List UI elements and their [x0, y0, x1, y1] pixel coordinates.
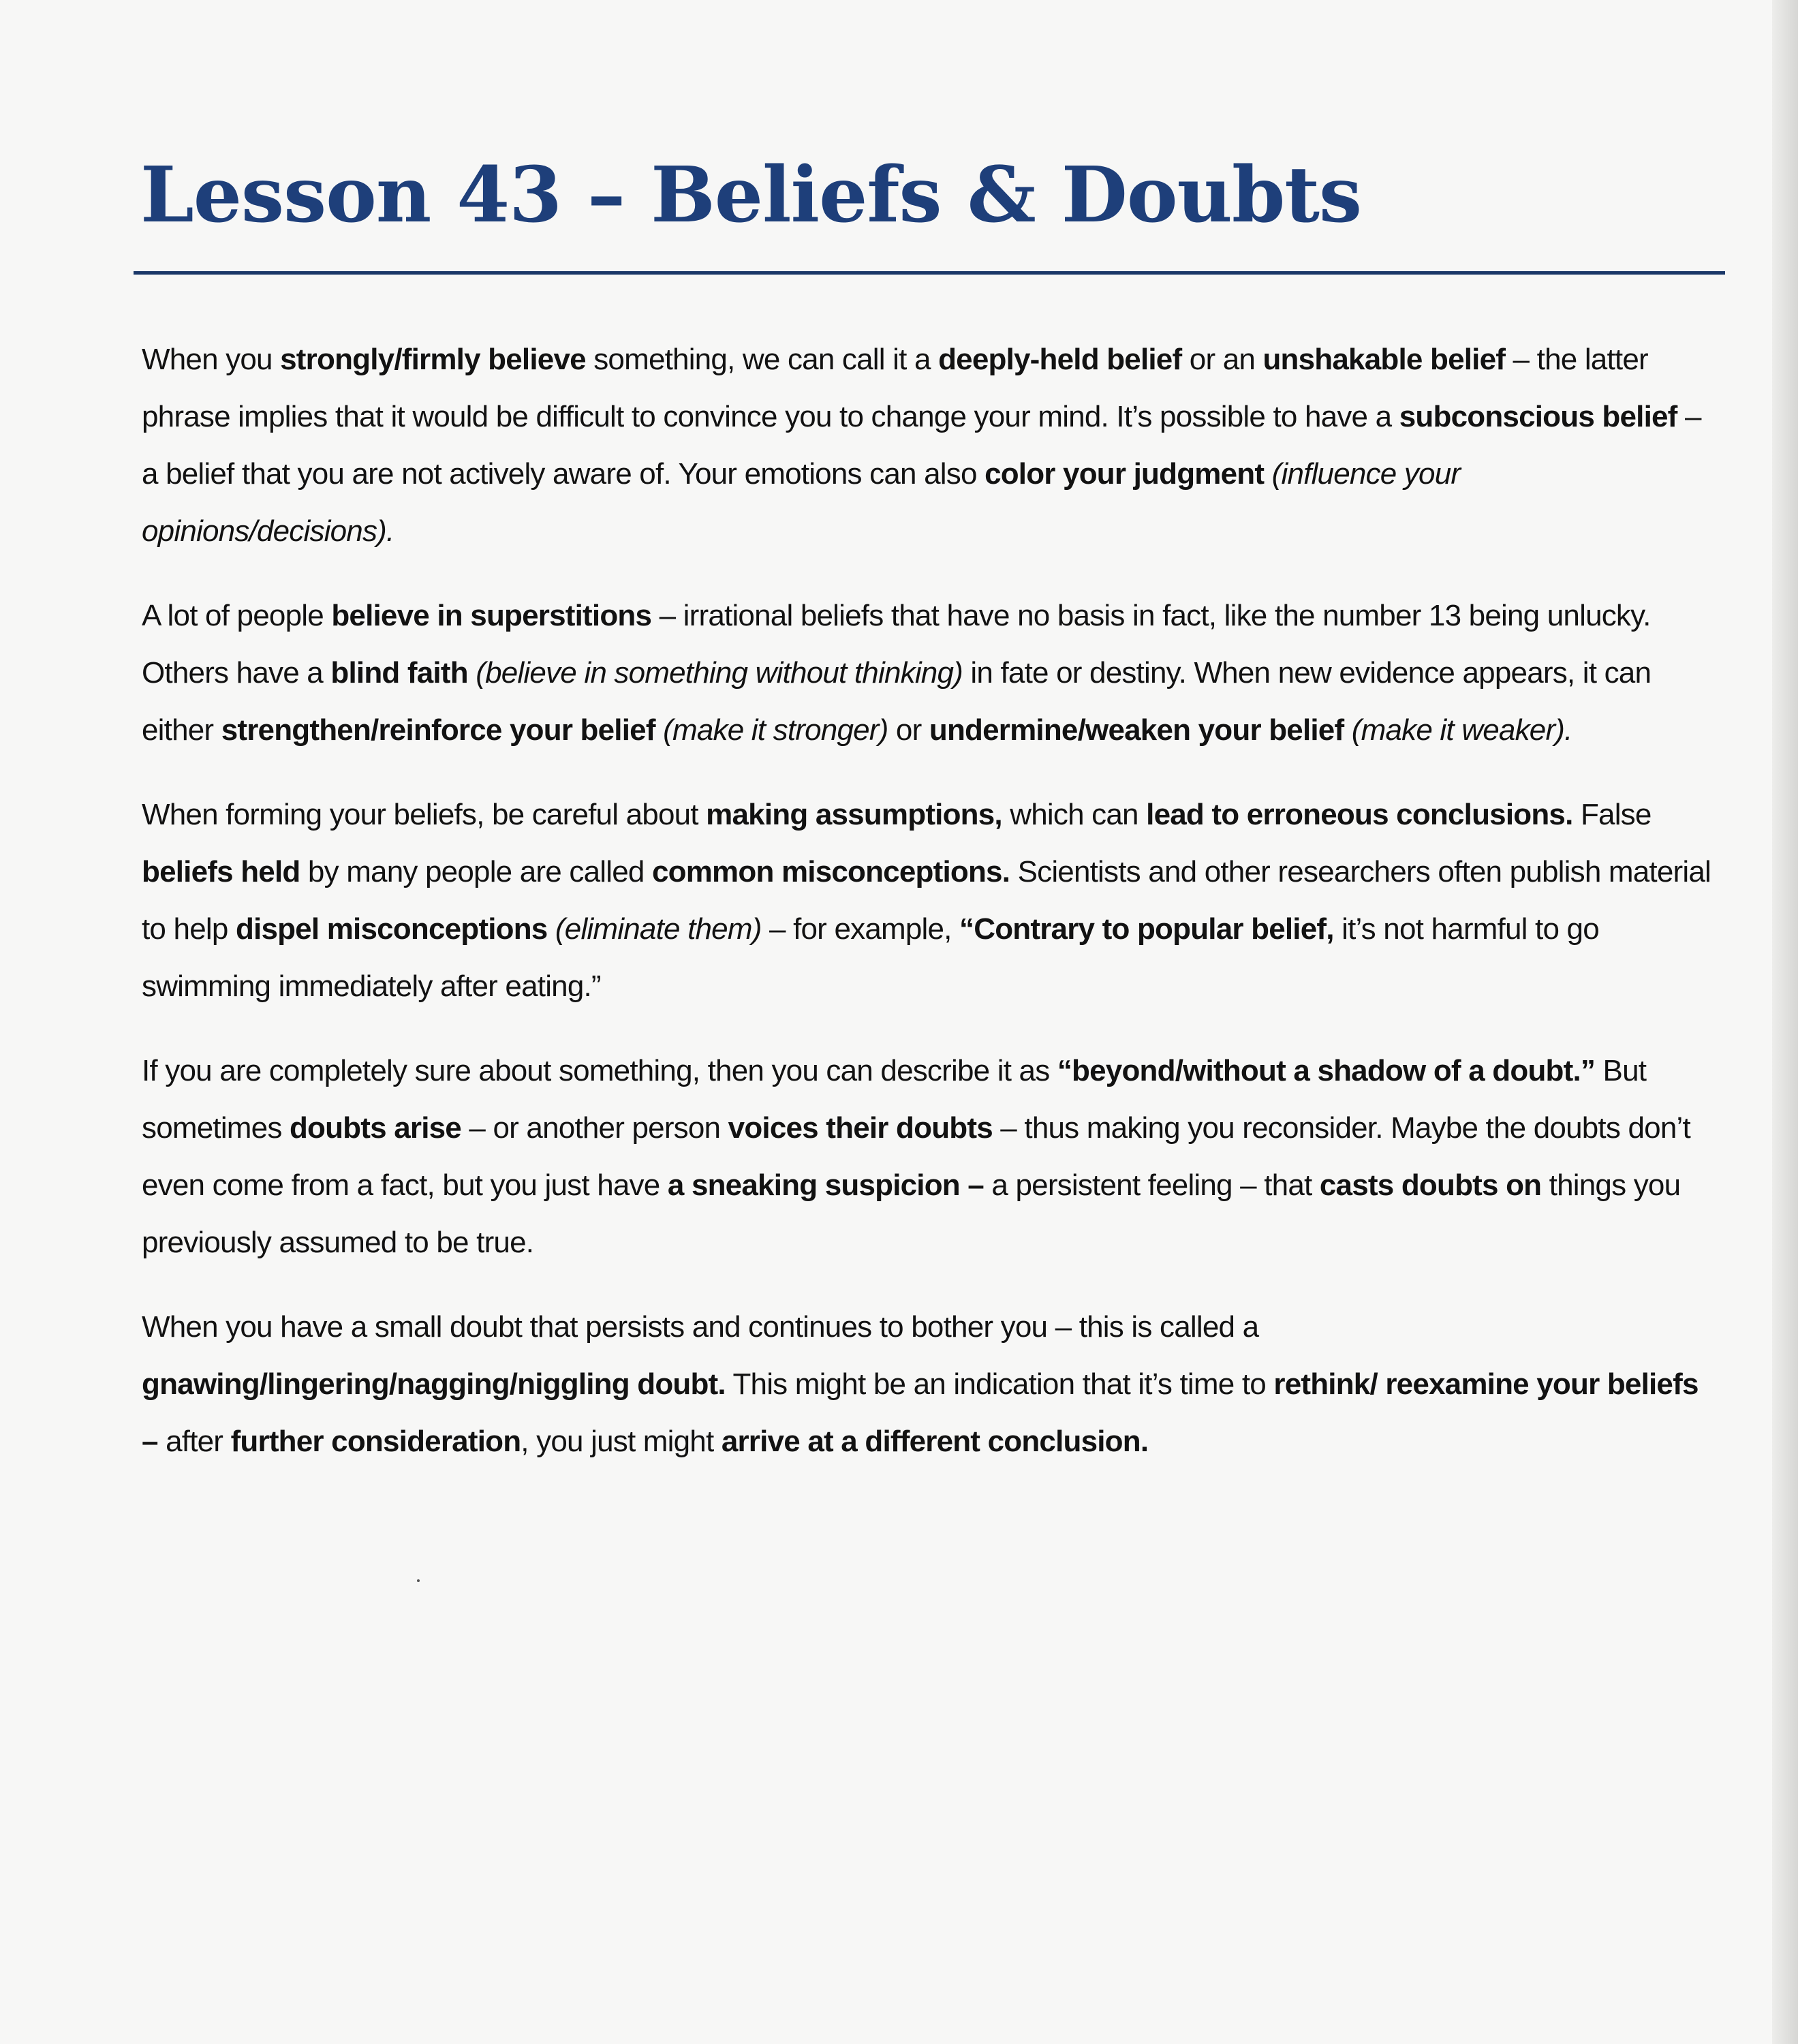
text-run: A lot of people [142, 599, 332, 632]
text-run [468, 656, 476, 690]
text-run: in fate or destiny. When new evidence appears, it can either [142, 656, 1652, 747]
text-run [547, 912, 555, 946]
italic-gloss: (believe in something without thinking) [476, 656, 963, 690]
text-run: – or another person [461, 1111, 728, 1145]
bold-phrase: believe in superstitions [331, 599, 652, 632]
bold-phrase: further consideration [230, 1425, 521, 1458]
bold-phrase: gnawing/lingering/nagging/niggling doubt. [142, 1367, 726, 1401]
bold-phrase: undermine/weaken your belief [929, 713, 1344, 747]
text-run: When forming your beliefs, be careful about [142, 798, 707, 831]
text-run: – a belief that you are not actively aware of. Your emotions can also [142, 400, 1701, 491]
text-run [1344, 713, 1351, 747]
bold-phrase: voices their doubts [728, 1111, 993, 1145]
italic-gloss: (influence your opinions/decisions). [142, 457, 1461, 548]
bold-phrase: deeply-held belief [938, 343, 1182, 376]
bold-phrase: strengthen/reinforce your belief [221, 713, 655, 747]
lesson-title: Lesson 43 – Beliefs & Doubts [140, 151, 1362, 240]
title-underline [134, 271, 1725, 275]
bold-phrase: “beyond/without a shadow of a doubt.” [1057, 1054, 1596, 1087]
italic-gloss: (make it stronger) [663, 713, 888, 747]
text-run: or [888, 713, 929, 747]
bold-phrase: a sneaking suspicion – [667, 1168, 984, 1202]
text-run: – for example, [761, 912, 960, 946]
paragraph-nagging-doubt [142, 1299, 1717, 1470]
bold-phrase: making assumptions, [706, 798, 1002, 831]
text-run [655, 713, 663, 747]
text-run: When you have a small doubt that persists and continues to bother you – this is called a [142, 1310, 1259, 1344]
text-run: after [157, 1425, 231, 1458]
bold-phrase: “Contrary to popular belief, [959, 912, 1334, 946]
bold-phrase: strongly/firmly believe [280, 343, 586, 376]
speck [417, 1579, 420, 1582]
bold-phrase: dispel misconceptions [235, 912, 548, 946]
text-run: When you [142, 343, 281, 376]
text-run: things you previously assumed to be true. [142, 1168, 1681, 1259]
text-run: by many people are called [300, 855, 652, 888]
text-run: it’s not harmful to go swimming immediately after eating.” [142, 912, 1599, 1003]
italic-gloss: (eliminate them) [555, 912, 762, 946]
bold-phrase: color your judgment [985, 457, 1265, 491]
bold-phrase: lead to erroneous conclusions. [1146, 798, 1573, 831]
paragraph-beliefs [142, 331, 1717, 560]
bold-phrase: blind faith [330, 656, 468, 690]
text-run: or an [1181, 343, 1263, 376]
text-run: Scientists and other researchers often publish material to help [142, 855, 1711, 946]
paragraph-assumptions [142, 786, 1717, 1015]
text-run: something, we can call it a [585, 343, 939, 376]
text-run: – thus making you reconsider. Maybe the doubts don’t even come from a fact, but you just have [142, 1111, 1690, 1202]
bold-phrase: common misconceptions. [651, 855, 1010, 888]
bold-phrase: unshakable belief [1262, 343, 1506, 376]
paragraph-superstitions [142, 587, 1717, 759]
text-run: – the latter phrase implies that it would be difficult to convince you to change your mind. It’s possible to have a [142, 343, 1648, 433]
text-run: This might be an indication that it’s time to [725, 1367, 1274, 1401]
paragraph-doubts [142, 1042, 1717, 1271]
text-run: – irrational beliefs that have no basis in fact, like the number 13 being unlucky. Others have a [142, 599, 1651, 690]
text-run: a persistent feeling – that [983, 1168, 1320, 1202]
italic-gloss: (make it weaker). [1351, 713, 1572, 747]
text-run: If you are completely sure about something, then you can describe it as [142, 1054, 1057, 1087]
text-run [1264, 457, 1271, 491]
bold-phrase: beliefs held [142, 855, 300, 888]
bold-phrase: subconscious belief [1399, 400, 1677, 433]
bold-phrase: doubts arise [289, 1111, 461, 1145]
text-run: False [1572, 798, 1652, 831]
text-run: But sometimes [142, 1054, 1647, 1145]
bold-phrase: rethink/ reexamine your beliefs – [142, 1367, 1699, 1458]
lesson-body [142, 331, 1717, 1498]
bold-phrase: arrive at a different conclusion. [721, 1425, 1149, 1458]
text-run: which can [1002, 798, 1147, 831]
text-run: , you just might [521, 1425, 722, 1458]
bold-phrase: casts doubts on [1319, 1168, 1542, 1202]
page-edge-shadow [1772, 0, 1798, 2044]
